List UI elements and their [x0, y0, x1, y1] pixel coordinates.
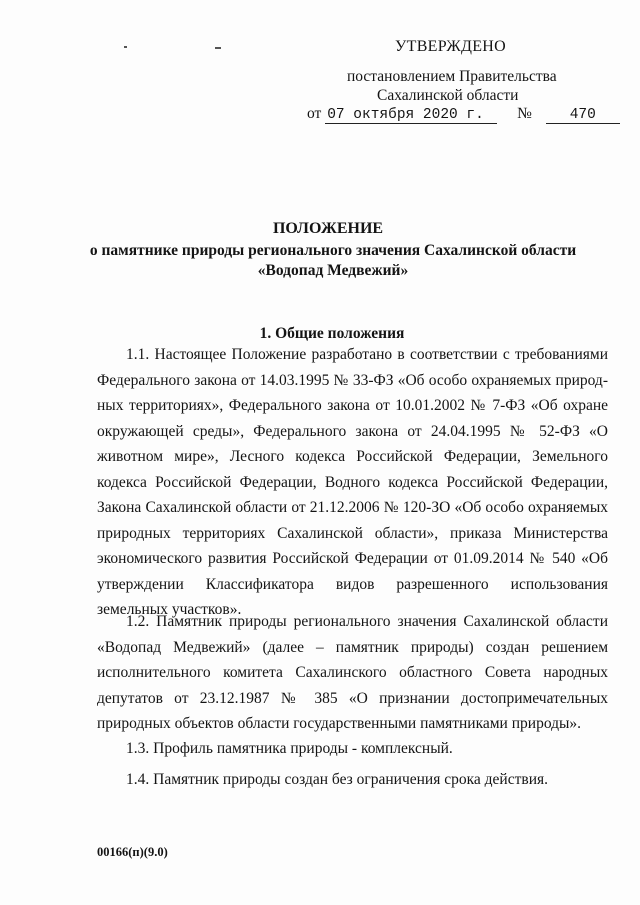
number-label: № [517, 105, 532, 122]
paragraph-1-2: 1.2. Памятник природы регионального значения Сахалинской области «Водопад Медвежий» (далее – памятник природы) создан решением исполнительного комитета Сахалинского областного Совета народных депутатов от 23.12.1987 № 385 «О признании достопримечательных природных объектов области государственными памятниками природы». [97, 613, 608, 732]
date-prefix: от [307, 105, 322, 122]
approval-authority-line: постановлением Правительства [347, 68, 557, 85]
scan-speck [124, 46, 127, 48]
approval-title: УТВЕРЖДЕНО [395, 38, 507, 55]
paragraph-1-4: 1.4. Памятник природы создан без ограничения срока действия. [126, 771, 548, 788]
approval-region-line: Сахалинской области [377, 87, 519, 104]
approval-date-value: 07 октября 2020 г. [325, 107, 497, 124]
document-subtitle-line-1: о памятнике природы регионального значения Сахалинской области [89, 242, 577, 259]
paragraph-1-3: 1.3. Профиль памятника природы - комплексный. [126, 740, 453, 757]
section-heading: 1. Общие положения [259, 325, 405, 342]
footer-document-code: 00166(п)(9.0) [97, 845, 168, 859]
approval-number-value: 470 [546, 107, 620, 124]
approval-date-line [307, 105, 620, 124]
document-subtitle-line-2: «Водопад Медвежий» [257, 262, 409, 279]
scan-speck [215, 47, 221, 49]
paragraph-1-1: 1.1. Настоящее Положение разработано в соответствии с требованиями Федерального закона от 14.03.1995 № 33-ФЗ «Об особо охраняемых природных территориях», Федерального закона от 10.01.2002 № 7-ФЗ «Об охране окружающей среды», Федерального закона от 24.04.1995 № 52-ФЗ «О животном мире», Лесного кодекса Российской Федерации, Земельного кодекса Российской Федерации, Водного кодекса Российской Федерации, Закона Сахалинской области от 21.12.2006 № 120-ЗО «Об особо охраняемых природных территориях Сахалинской области», приказа Министерства экономического развития Российской Федерации от 01.09.2014 № 540 «Об утверждении Классификатора видов разрешенного использования земельных участков». [97, 346, 608, 618]
document-title: ПОЛОЖЕНИЕ [272, 220, 384, 237]
